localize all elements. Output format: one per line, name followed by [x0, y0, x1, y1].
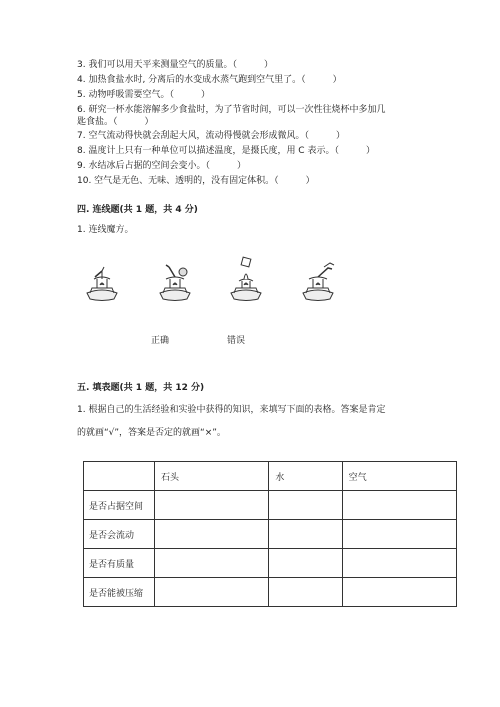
row-label: 是否有质量: [84, 549, 155, 578]
question-6-line-2: 匙食盐。（ ）: [77, 117, 154, 127]
section-4-question: 1. 连线魔方。: [77, 225, 134, 235]
section-5-title: 五. 填表题(共 1 题，共 12 分): [77, 383, 205, 393]
question-7: 7. 空气流动得快就会刮起大风，流动得慢就会形成微风。（ ）: [77, 131, 345, 141]
apparatus-a-icon: [80, 255, 124, 305]
row-label: 是否会流动: [84, 520, 155, 549]
section-4-title: 四. 连线题(共 1 题，共 4 分): [77, 205, 198, 215]
answer-cell[interactable]: [155, 491, 269, 520]
question-9: 9. 水结冰后占据的空间会变小。（ ）: [77, 161, 246, 171]
answer-cell[interactable]: [269, 549, 342, 578]
answer-cell[interactable]: [269, 578, 342, 607]
section-5-question-line-2: 的就画“√”，答案是否定的就画“×”。: [77, 428, 226, 438]
table-header-cell: [84, 462, 155, 491]
table-row: [84, 491, 457, 520]
answer-cell[interactable]: [155, 549, 269, 578]
fill-table: [83, 461, 457, 607]
question-10: 10. 空气是无色、无味、透明的，没有固定体积。（ ）: [77, 176, 315, 186]
label-correct: 正确: [151, 336, 170, 346]
row-label: 是否占据空间: [84, 491, 155, 520]
apparatus-c-icon: [224, 255, 268, 305]
question-4: 4. 加热食盐水时, 分离后的水变成水蒸气跑到空气里了。（ ）: [77, 75, 342, 85]
section-5-question-line-1: 1. 根据自己的生活经验和实验中获得的知识，来填写下面的表格。答案是肯定: [77, 405, 386, 415]
answer-cell[interactable]: [269, 520, 342, 549]
answer-cell[interactable]: [342, 491, 456, 520]
question-3: 3. 我们可以用天平来测量空气的质量。（ ）: [77, 60, 273, 70]
question-8: 8. 温度计上只有一种单位可以描述温度，是摄氏度，用 C 表示。（ ）: [77, 146, 375, 156]
question-5: 5. 动物呼吸需要空气。（ ）: [77, 90, 210, 100]
answer-cell[interactable]: [155, 520, 269, 549]
table-header-cell: 水: [269, 462, 342, 491]
label-wrong: 错误: [227, 336, 246, 346]
question-6-line-1: 6. 研究一杯水能溶解多少食盐时，为了节省时间，可以一次性往烧杯中多加几: [77, 105, 386, 115]
table-row: [84, 549, 457, 578]
table-row: [84, 578, 457, 607]
table-header-cell: 石头: [155, 462, 269, 491]
table-header-cell: 空气: [342, 462, 456, 491]
answer-cell[interactable]: [342, 520, 456, 549]
apparatus-b-icon: [153, 255, 197, 305]
table-row: [84, 520, 457, 549]
answer-cell[interactable]: [269, 491, 342, 520]
answer-cell[interactable]: [342, 578, 456, 607]
table-header-row: [84, 462, 457, 491]
apparatus-d-icon: [296, 255, 340, 305]
answer-cell[interactable]: [155, 578, 269, 607]
row-label: 是否能被压缩: [84, 578, 155, 607]
answer-cell[interactable]: [342, 549, 456, 578]
